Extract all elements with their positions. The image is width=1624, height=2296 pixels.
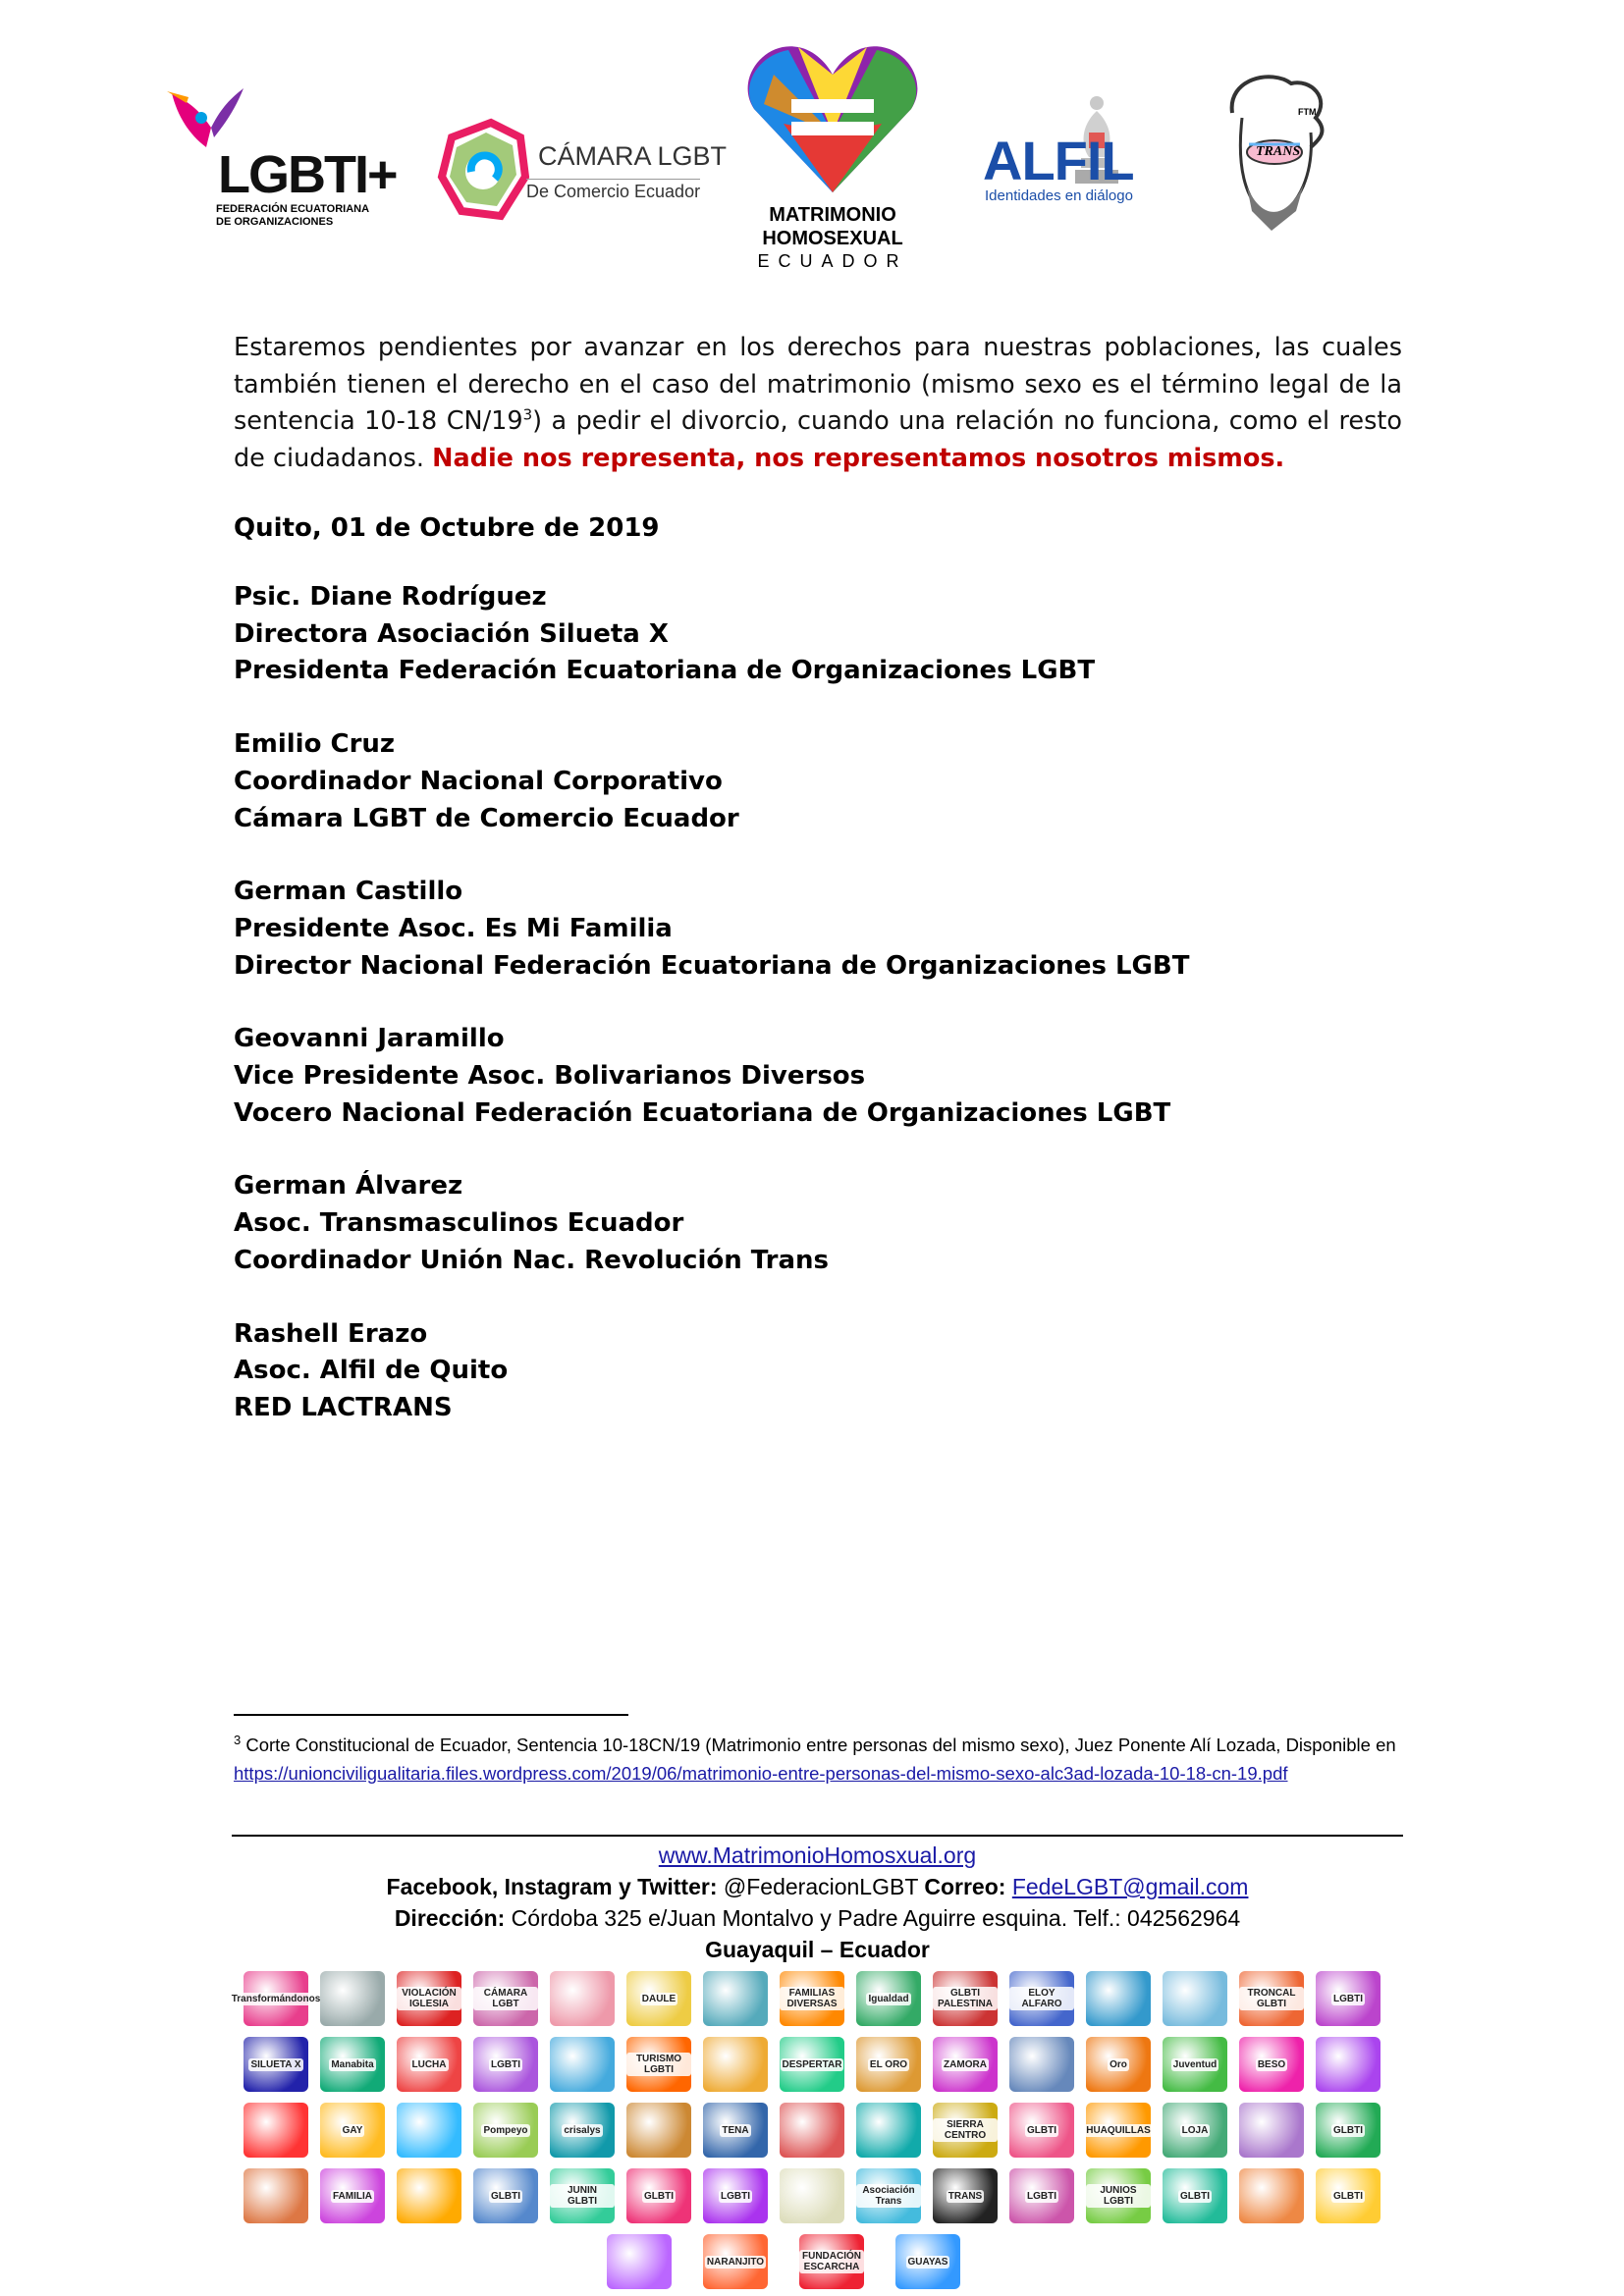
org-logo bbox=[626, 2168, 691, 2223]
org-logo bbox=[703, 2234, 768, 2289]
org-logo bbox=[1239, 1971, 1304, 2026]
org-logo bbox=[1086, 2037, 1151, 2092]
org-logo bbox=[473, 2103, 538, 2158]
org-logo-label: Igualdad bbox=[868, 1993, 909, 2004]
org-logo-label: ELOY ALFARO bbox=[1009, 1987, 1074, 2010]
camara-logo-title: CÁMARA LGBT bbox=[538, 141, 728, 171]
org-logo-label: FAMILIAS DIVERSAS bbox=[780, 1987, 844, 2010]
signatory-title: Asoc. Alfil de Quito bbox=[234, 1356, 509, 1386]
org-logo bbox=[933, 2037, 998, 2092]
org-logo-label: TURISMO LGBTI bbox=[626, 2053, 691, 2076]
signatory-title: Vocero Nacional Federación Ecuatoriana de Organizaciones LGBT bbox=[234, 1097, 1171, 1128]
signatory-title: Presidenta Federación Ecuatoriana de Organizaciones LGBT bbox=[234, 656, 1096, 686]
org-logo bbox=[856, 2037, 921, 2092]
org-logo bbox=[1009, 1971, 1074, 2026]
org-logo-label: TRONCAL GLBTI bbox=[1239, 1987, 1304, 2010]
ecuador-map-icon bbox=[432, 118, 530, 226]
org-logo bbox=[780, 1971, 844, 2026]
social-label: Facebook, Instagram y Twitter: bbox=[386, 1874, 718, 1899]
org-logo bbox=[626, 2037, 691, 2092]
org-logo bbox=[780, 2103, 844, 2158]
org-logo-label: Pompeyo bbox=[483, 2124, 528, 2136]
paragraph-text-start: Estaremos pendientes por avanzar en los derechos para nuestras poblaciones, las cuales también tienen el derecho en el caso del matrimonio (mismo sexo es el término legal de la sentencia 10-18 CN/19 bbox=[234, 333, 1402, 436]
paragraph-text-middle: ) a pedir el divorcio, cuando una relación no funciona, como el resto de ciudadanos. bbox=[234, 406, 1402, 473]
signatory-title: Coordinador Unión Nac. Revolución Trans bbox=[234, 1245, 830, 1275]
signatory-title: Cámara LGBT de Comercio Ecuador bbox=[234, 803, 739, 833]
org-logo-label: DAULE bbox=[641, 1993, 677, 2004]
org-logo bbox=[626, 1971, 691, 2026]
org-logo bbox=[1009, 2168, 1074, 2223]
org-logo bbox=[933, 2103, 998, 2158]
lgbti-federacion-logo bbox=[167, 83, 397, 231]
org-logo bbox=[1009, 2103, 1074, 2158]
lgbti-logo-text: LGBTI+ bbox=[218, 145, 397, 204]
camara-logo-sub: De Comercio Ecuador bbox=[526, 179, 700, 202]
org-logo-label: GLBTI bbox=[1333, 2190, 1363, 2202]
org-logo-label: LGBTI bbox=[1333, 1993, 1363, 2004]
footnote-number: 3 bbox=[234, 1732, 242, 1747]
org-logo-label: GLBTI bbox=[1333, 2124, 1363, 2136]
org-logo bbox=[703, 1971, 768, 2026]
org-logo bbox=[1316, 1971, 1380, 2026]
org-logo-label: TENA bbox=[722, 2124, 749, 2136]
rainbow-heart-icon bbox=[744, 35, 921, 202]
org-logo bbox=[1316, 2103, 1380, 2158]
header-logos bbox=[0, 0, 1624, 294]
org-logo bbox=[895, 2234, 960, 2289]
org-logo-label: crisalys bbox=[564, 2124, 601, 2136]
org-logo-label: LUCHA bbox=[411, 2058, 447, 2070]
signatory-name: Rashell Erazo bbox=[234, 1318, 428, 1349]
signatory-block bbox=[234, 874, 1402, 985]
org-logo bbox=[856, 1971, 921, 2026]
org-logo bbox=[1086, 2168, 1151, 2223]
org-logo-label: VIOLACIÓN IGLESIA bbox=[397, 1987, 461, 2010]
email-label: Correo: bbox=[924, 1874, 1006, 1899]
signatory-title: Coordinador Nacional Corporativo bbox=[234, 766, 723, 796]
footnote-reference: 3 bbox=[522, 405, 533, 424]
footnote-text: Corte Constitucional de Ecuador, Sentencia 10-18CN/19 (Matrimonio entre personas del mismo sexo), Juez Ponente Alí Lozada, Disponible en bbox=[241, 1735, 1396, 1755]
alfil-logo-sub: Identidades en diálogo bbox=[985, 187, 1133, 204]
alfil-logo bbox=[977, 93, 1173, 221]
org-logo bbox=[1163, 1971, 1227, 2026]
org-logo-label: HUAQUILLAS bbox=[1086, 2124, 1151, 2136]
trans-logo-sub: FTM bbox=[1298, 107, 1317, 117]
org-logo bbox=[1086, 2103, 1151, 2158]
org-logo-label: GUAYAS bbox=[907, 2256, 948, 2268]
camara-lgbt-logo bbox=[432, 118, 728, 226]
org-logo bbox=[799, 2234, 864, 2289]
org-logo bbox=[703, 2037, 768, 2092]
org-logo bbox=[1239, 2037, 1304, 2092]
matrimonio-logo-line3: ECUADOR bbox=[757, 251, 908, 271]
org-logo bbox=[244, 2037, 308, 2092]
signatory-title: Vice Presidente Asoc. Bolivarianos Diversos bbox=[234, 1061, 866, 1092]
org-logo-label: Transformándonos bbox=[231, 1993, 321, 2004]
org-logo bbox=[550, 2103, 615, 2158]
lgbti-logo-sub1: FEDERACIÓN ECUATORIANA bbox=[216, 203, 370, 215]
org-logo-label: Asociación Trans bbox=[856, 2184, 921, 2208]
footnote bbox=[234, 1731, 1412, 1788]
signatory-name: Emilio Cruz bbox=[234, 729, 396, 760]
signatory-block bbox=[234, 726, 1402, 837]
org-logo-label: LGBTI bbox=[491, 2058, 520, 2070]
org-logo-label: GLBTI bbox=[644, 2190, 674, 2202]
matrimonio-logo-line2: HOMOSEXUAL bbox=[762, 228, 903, 249]
org-logo-label: JUNIOS LGBTI bbox=[1086, 2184, 1151, 2208]
footnote-separator bbox=[234, 1714, 628, 1716]
footer-address-line bbox=[232, 1902, 1403, 1934]
org-logo bbox=[231, 1971, 321, 2026]
org-logo-label: FUNDACIÓN ESCARCHA bbox=[799, 2250, 864, 2273]
signatory-name: German Álvarez bbox=[234, 1171, 463, 1201]
signatory-name: Psic. Diane Rodríguez bbox=[234, 582, 547, 612]
org-logo bbox=[1316, 2037, 1380, 2092]
org-logo-label: LGBTI bbox=[721, 2190, 750, 2202]
signatory-block bbox=[234, 1316, 1402, 1427]
signatory-title: Director Nacional Federación Ecuatoriana de Organizaciones LGBT bbox=[234, 950, 1190, 981]
org-logo bbox=[320, 2037, 385, 2092]
trans-logo-text: TRANS bbox=[1256, 144, 1301, 159]
signatory-title: Asoc. Transmasculinos Ecuador bbox=[234, 1208, 684, 1239]
signatory-title: Presidente Asoc. Es Mi Familia bbox=[234, 913, 673, 943]
org-logo bbox=[780, 2037, 844, 2092]
org-logo bbox=[473, 1971, 538, 2026]
org-logo bbox=[856, 2168, 921, 2223]
org-logo bbox=[320, 2168, 385, 2223]
org-logo-label: DESPERTAR bbox=[782, 2058, 842, 2070]
org-logo-label: CÁMARA LGBT bbox=[473, 1987, 538, 2010]
lgbti-logo-sub2: DE ORGANIZACIONES bbox=[216, 216, 334, 228]
letter-date: Quito, 01 de Octubre de 2019 bbox=[234, 513, 660, 543]
signatories bbox=[234, 579, 1402, 1427]
org-logo bbox=[397, 2168, 461, 2223]
footer bbox=[232, 1840, 1403, 1965]
paragraph-highlight: Nadie nos representa, nos representamos nosotros mismos. bbox=[432, 443, 1285, 473]
signatory-block bbox=[234, 1021, 1402, 1132]
org-logo bbox=[320, 2103, 385, 2158]
footer-city: Guayaquil – Ecuador bbox=[705, 1937, 930, 1962]
org-logo bbox=[473, 2037, 538, 2092]
org-logo bbox=[320, 1971, 385, 2026]
org-logo bbox=[1086, 1971, 1151, 2026]
org-logo bbox=[933, 2168, 998, 2223]
org-logo-label: GLBTI bbox=[1027, 2124, 1056, 2136]
org-logo bbox=[933, 1971, 998, 2026]
signatory-block bbox=[234, 1168, 1402, 1279]
org-logo bbox=[1163, 2168, 1227, 2223]
org-logo bbox=[550, 2168, 615, 2223]
org-logo bbox=[703, 2103, 768, 2158]
matrimonio-logo-line1: MATRIMONIO bbox=[769, 204, 896, 226]
org-logo-label: TRANS bbox=[947, 2190, 983, 2202]
org-logo bbox=[626, 2103, 691, 2158]
org-logo-label: ZAMORA bbox=[944, 2058, 987, 2070]
matrimonio-homosexual-logo bbox=[744, 35, 921, 271]
organization-logos-grid bbox=[231, 1971, 1392, 2285]
website-link[interactable]: www.MatrimonioHomosxual.org bbox=[658, 1842, 977, 1868]
org-logo-label: Juventud bbox=[1172, 2058, 1218, 2070]
footer-contact-line bbox=[232, 1871, 1403, 1902]
alfil-logo-title: ALFIL bbox=[983, 130, 1134, 191]
org-logo bbox=[397, 2037, 461, 2092]
org-logo-label: GLBTI bbox=[1180, 2190, 1210, 2202]
org-logo-label: JUNIN GLBTI bbox=[550, 2184, 615, 2208]
footnote-text-line bbox=[234, 1731, 1412, 1759]
org-logo-label: GLBTI PALESTINA bbox=[933, 1987, 998, 2010]
org-logo bbox=[607, 2234, 672, 2289]
main-paragraph bbox=[234, 330, 1402, 477]
org-logo-label: BESO bbox=[1257, 2058, 1286, 2070]
address-label: Dirección: bbox=[394, 1905, 506, 1931]
org-logo-label: LOJA bbox=[1181, 2124, 1209, 2136]
org-logo bbox=[856, 2103, 921, 2158]
org-logo bbox=[397, 1971, 461, 2026]
email-link[interactable]: FedeLGBT@gmail.com bbox=[1011, 1874, 1249, 1899]
signatory-title: RED LACTRANS bbox=[234, 1392, 453, 1422]
org-logo bbox=[1239, 2168, 1304, 2223]
org-logo bbox=[244, 2168, 308, 2223]
org-logo bbox=[550, 2037, 615, 2092]
org-logo bbox=[1009, 2037, 1074, 2092]
org-logo-label: GAY bbox=[342, 2124, 363, 2136]
org-logo-label: FAMILIA bbox=[333, 2190, 372, 2202]
org-logo-label: LGBTI bbox=[1027, 2190, 1056, 2202]
org-logo bbox=[550, 1971, 615, 2026]
org-logo-label: Manabita bbox=[331, 2058, 374, 2070]
address-text: Córdoba 325 e/Juan Montalvo y Padre Aguirre esquina. Telf.: 042562964 bbox=[505, 1905, 1241, 1931]
org-logo bbox=[1316, 2168, 1380, 2223]
org-logo bbox=[1163, 2037, 1227, 2092]
signatory-title: Directora Asociación Silueta X bbox=[234, 618, 669, 649]
org-logo-label: GLBTI bbox=[491, 2190, 520, 2202]
org-logo bbox=[780, 2168, 844, 2223]
org-logo bbox=[397, 2103, 461, 2158]
letter-body bbox=[234, 330, 1402, 1427]
ftm-trans-logo bbox=[1218, 74, 1335, 240]
org-logo bbox=[244, 2103, 308, 2158]
signatory-name: Geovanni Jaramillo bbox=[234, 1024, 505, 1054]
social-handle: @FederacionLGBT bbox=[717, 1874, 925, 1899]
org-logo bbox=[473, 2168, 538, 2223]
org-logo bbox=[1239, 2103, 1304, 2158]
org-logo-label: SILUETA X bbox=[250, 2058, 301, 2070]
org-logo bbox=[1163, 2103, 1227, 2158]
org-logo-label: NARANJITO bbox=[706, 2256, 765, 2268]
org-logo-label: EL ORO bbox=[869, 2058, 908, 2070]
org-logo-label: SIERRA CENTRO bbox=[933, 2118, 998, 2142]
footnote-link[interactable]: https://unionciviligualitaria.files.wordpress.com/2019/06/matrimonio-entre-personas-del-mismo-sexo-alc3ad-lozada-10-18-cn-19.pdf bbox=[234, 1763, 1288, 1784]
org-logo-label: Oro bbox=[1110, 2058, 1127, 2070]
org-logo bbox=[703, 2168, 768, 2223]
signatory-name: German Castillo bbox=[234, 877, 463, 907]
footer-separator bbox=[232, 1835, 1403, 1837]
signatory-block bbox=[234, 579, 1402, 690]
